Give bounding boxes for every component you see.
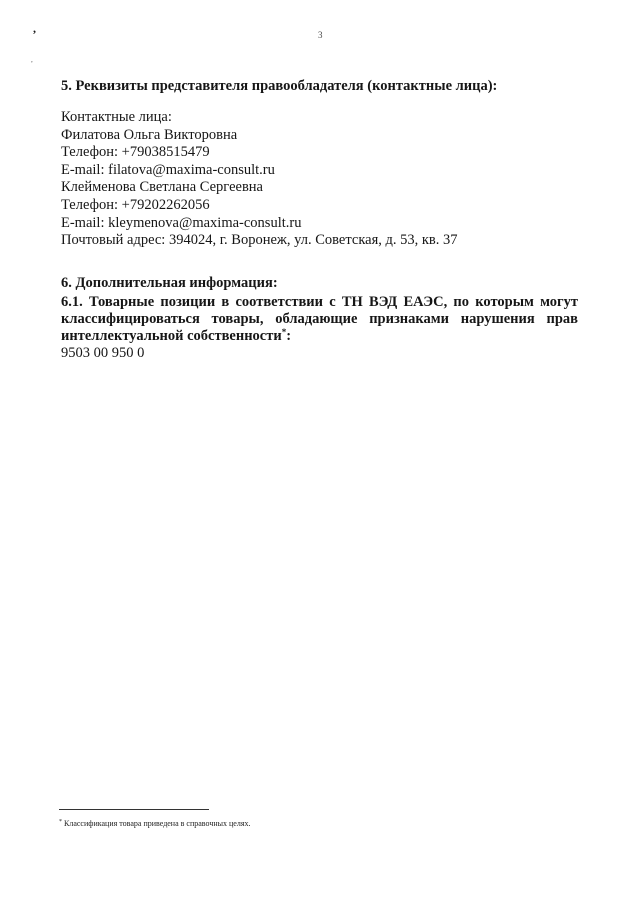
contact-name: Филатова Ольга Викторовна	[61, 126, 238, 143]
contact-email: E-mail: kleymenova@maxima-consult.ru	[61, 214, 302, 231]
subsection-line-tail: :	[286, 328, 292, 344]
footnote-marker: *	[59, 819, 62, 825]
subsection-line: 6.1. Товарные позиции в соответствии с ТН ВЭД ЕАЭС, по которым могут	[61, 294, 578, 310]
contact-email: E-mail: filatova@maxima-consult.ru	[61, 161, 275, 178]
footnote-text: Классификация товара приведена в справочных целях.	[64, 819, 251, 828]
footnote-divider	[59, 809, 209, 810]
section6-heading: 6. Дополнительная информация:	[61, 275, 278, 291]
footnote	[59, 819, 251, 828]
scan-mark: ,	[31, 56, 33, 64]
postal-address: Почтовый адрес: 394024, г. Воронеж, ул. Советская, д. 53, кв. 37	[61, 232, 458, 249]
section5-heading: 5. Реквизиты представителя правообладателя (контактные лица):	[61, 78, 498, 94]
contacts-block	[61, 109, 458, 250]
contact-phone: Телефон: +79038515479	[61, 144, 210, 161]
footnote-marker: *	[281, 327, 287, 337]
scan-mark: ,	[33, 21, 36, 35]
subsection-line: классифицироваться товары, обладающие признаками нарушения прав	[61, 311, 578, 327]
tn-ved-code: 9503 00 950 0	[61, 345, 145, 361]
contact-name: Клейменова Светлана Сергеевна	[61, 179, 263, 196]
contact-phone: Телефон: +79202262056	[61, 196, 210, 213]
contacts-label: Контактные лица:	[61, 109, 172, 125]
page-number: 3	[318, 30, 323, 40]
subsection-6-1	[61, 294, 578, 345]
subsection-line	[61, 328, 578, 345]
subsection-line-text: интеллектуальной собственности	[61, 328, 282, 344]
